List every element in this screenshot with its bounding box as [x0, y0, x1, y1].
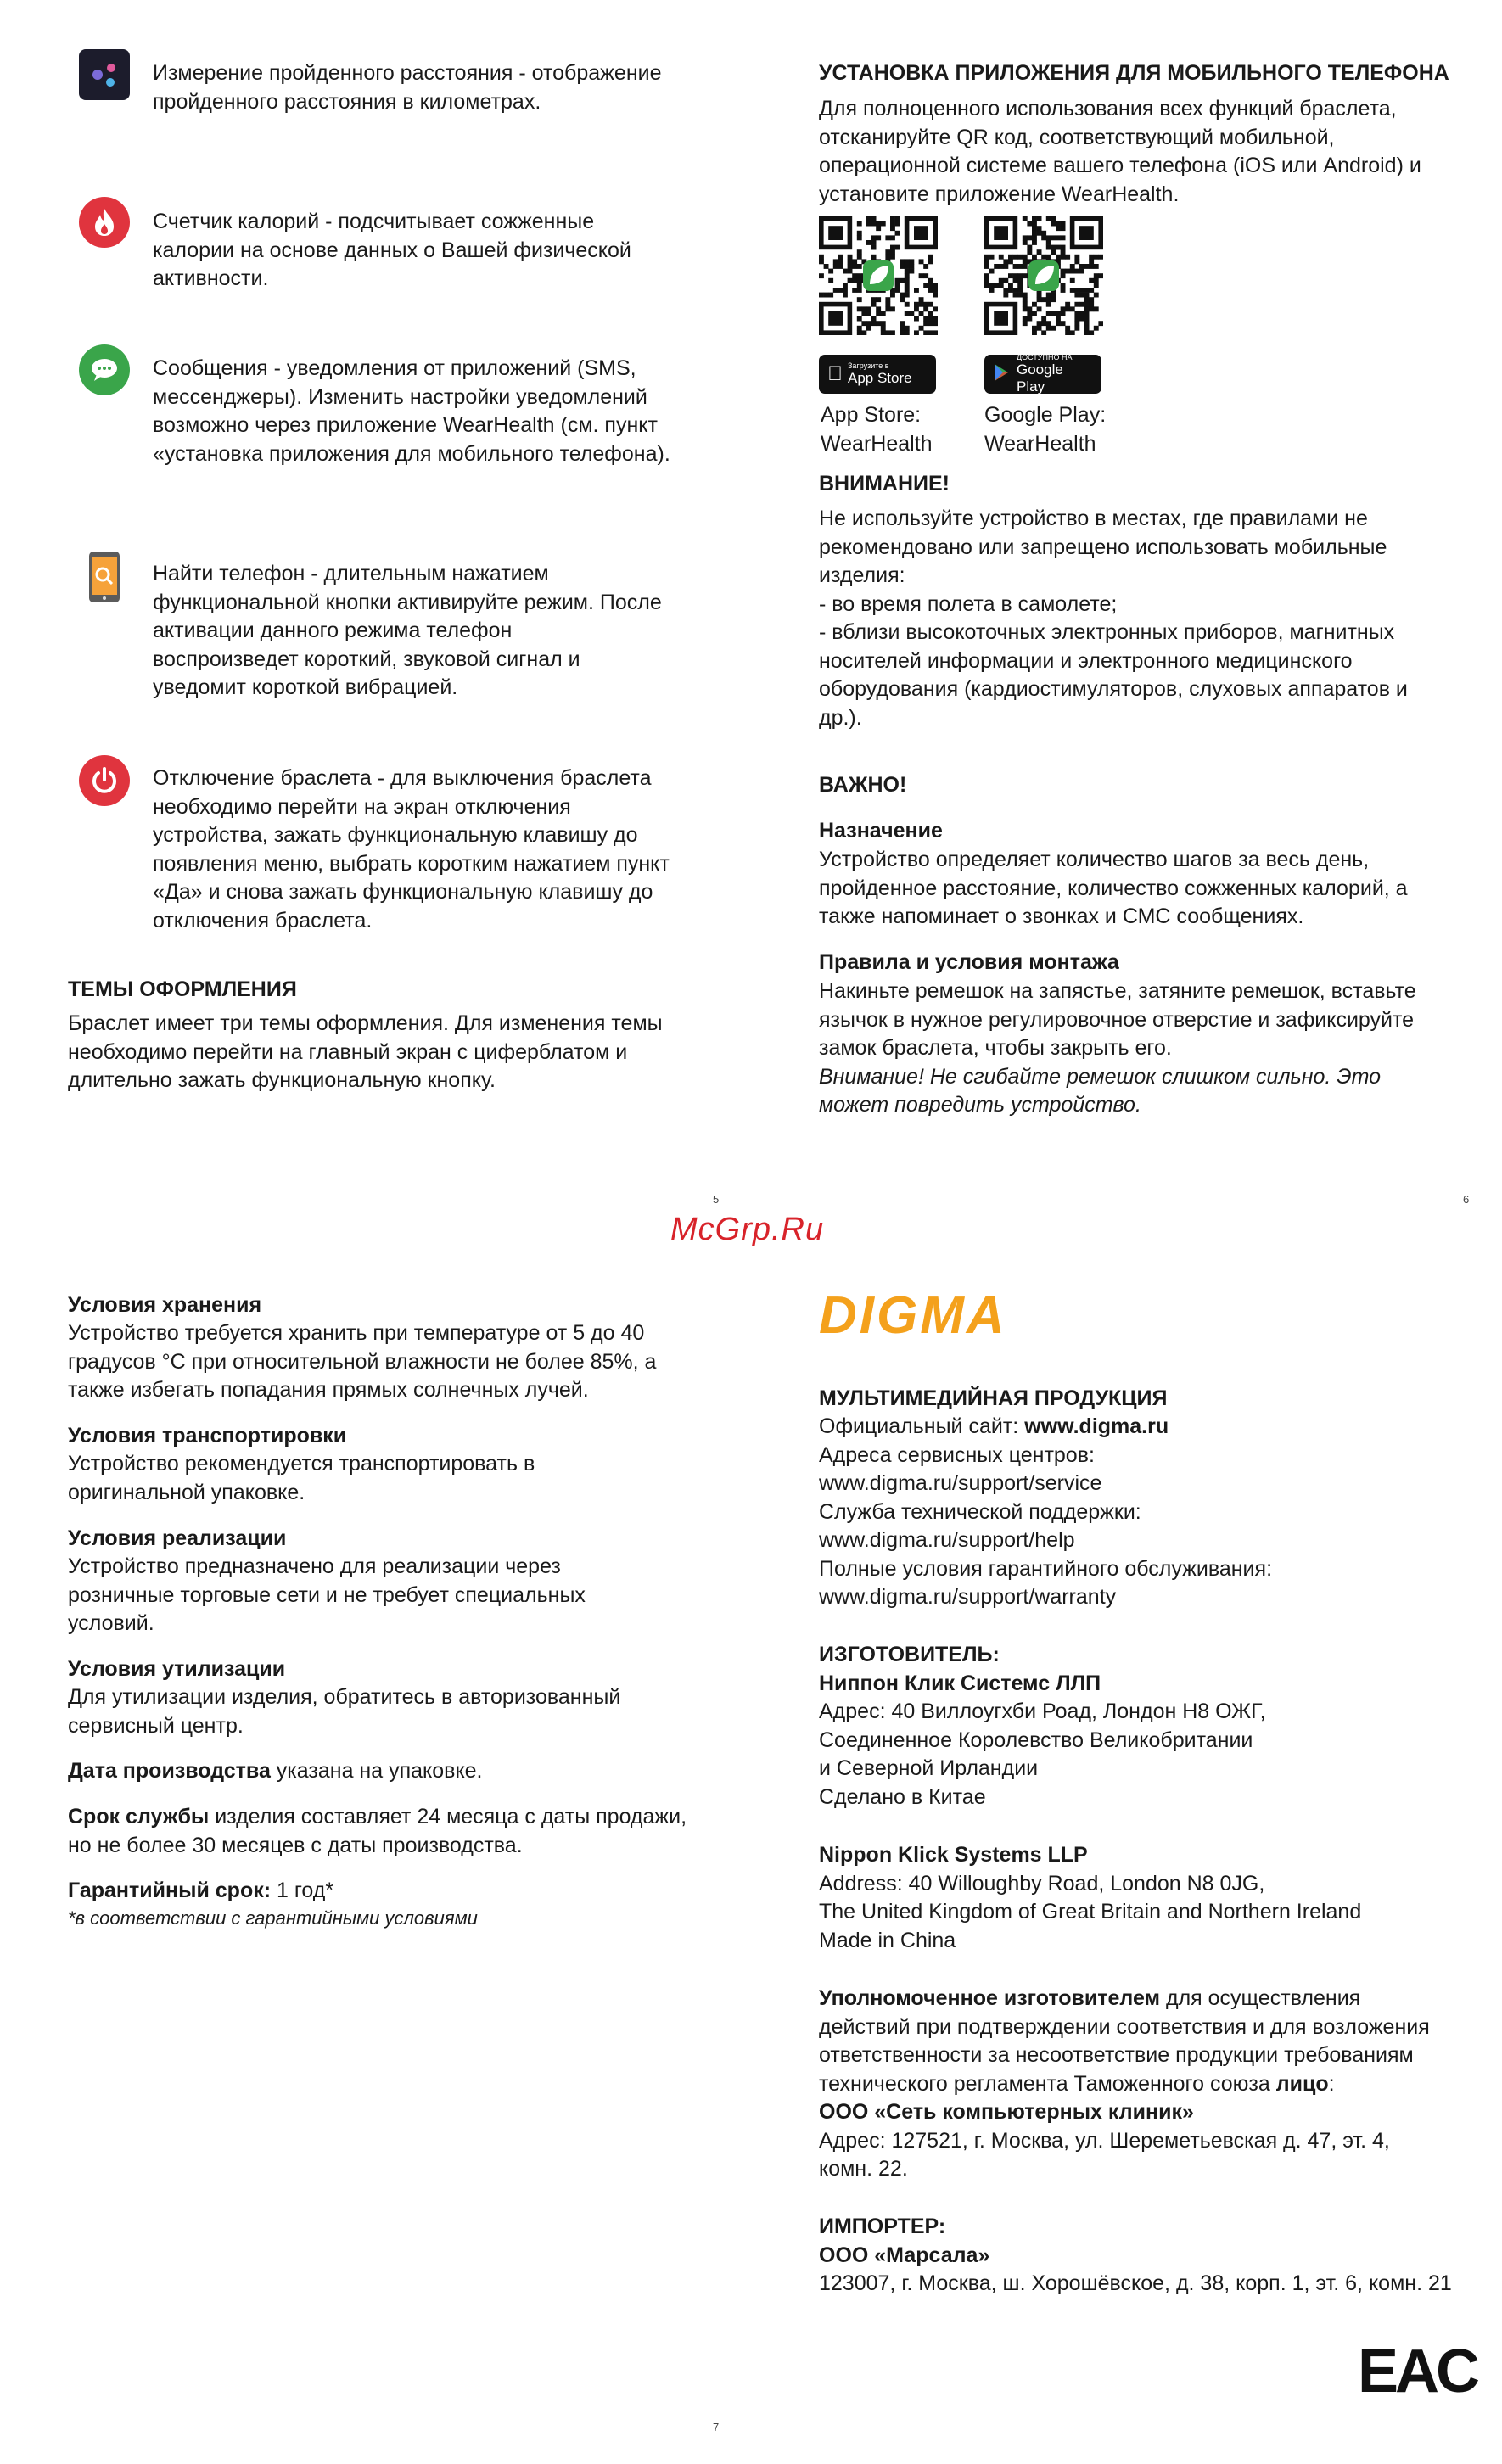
watermark[interactable]: McGrp.Ru — [670, 1212, 825, 1247]
warranty-link[interactable]: www.digma.ru/support/warranty — [819, 1585, 1117, 1609]
page-number-7: 7 — [713, 2421, 720, 2433]
transport-text: Устройство рекомендуется транспортировать в оригинальной упаковке. — [68, 1452, 535, 1504]
mount-title: Правила и условия монтажа — [819, 950, 1119, 974]
page-number-6: 6 — [1463, 1193, 1470, 1206]
disposal-text: Для утилизации изделия, обратитесь в авторизованный сервисный центр. — [68, 1685, 621, 1738]
appstore-caption: App Store: WearHealth — [821, 403, 933, 456]
page-number-5: 5 — [713, 1193, 720, 1206]
attention-block: Не используйте устройство в местах, где правилами не рекомендовано или запрещено использовать мобильные изделия: - во время полета в самолете; - вблизи высокоточных электронных приборов, магнитных носителей информации и электронного медицинского оборудования (кардиостимуляторов, слуховых аппаратов и др.). — [819, 507, 1408, 730]
purpose-text: Устройство определяет количество шагов за весь день, пройденное расстояние, количество сожженных калорий, а также напоминает о звонках и СМС сообщениях. — [819, 848, 1408, 928]
warranty-note: *в соответствии с гарантийными условиями — [68, 1907, 478, 1929]
purpose-title: Назначение — [819, 819, 943, 843]
importer-block: ИМПОРТЕР: ООО «Марсала» 123007, г. Москва, ш. Хорошёвское, д. 38, корп. 1, эт. 6, комн. 21 — [819, 2215, 1452, 2295]
important-title: ВАЖНО! — [819, 773, 907, 797]
mount-text: Накиньте ремешок на запястье, затяните ремешок, вставьте язычок в нужное регулировочное отверстие и зафиксируйте замок браслета, чтобы закрыть его. Внимание! Не сгибайте ремешок слишком сильно. Это может повредить устройство. — [819, 977, 1443, 1120]
production-date: Дата производства указана на упаковке. — [68, 1759, 483, 1783]
eac-mark: EAC — [1358, 2338, 1477, 2405]
feature-calories-text: Счетчик калорий - подсчитывает сожженные калории на основе данных о Вашей физической активности. — [153, 210, 631, 290]
googleplay-badge-big: Google Play — [1017, 361, 1063, 395]
mount-warning: Внимание! Не сгибайте ремешок слишком сильно. Это может повредить устройство. — [819, 1064, 1382, 1117]
multimedia-title: МУЛЬТИМЕДИЙНАЯ ПРОДУКЦИЯ — [819, 1386, 1168, 1410]
calories-flame-icon — [79, 197, 130, 248]
feature-find-phone-text: Найти телефон - длительным нажатием функциональной кнопки активируйте режим. После активации данного режима телефон воспроизведет короткий, звуковой сигнал и уведомит короткой вибрацией. — [153, 562, 662, 699]
messages-icon — [79, 344, 130, 395]
googleplay-badge[interactable] — [984, 355, 1101, 394]
googleplay-qr-code[interactable] — [984, 216, 1103, 335]
digma-logo: DIGMA — [819, 1286, 1007, 1345]
googleplay-caption: Google Play: WearHealth — [984, 403, 1107, 456]
attention-title: ВНИМАНИЕ! — [819, 472, 950, 496]
site-link[interactable]: www.digma.ru — [1024, 1414, 1169, 1438]
feature-distance-text: Измерение пройденного расстояния - отображение пройденного расстояния в километрах. — [153, 61, 662, 114]
maker-en-block: Nippon Klick Systems LLP Address: 40 Willoughby Road, London N8 0JG, The United Kingdom of Great Britain and Northern Ireland Made in China — [819, 1843, 1362, 1952]
sale-title: Условия реализации — [68, 1526, 287, 1550]
themes-title: ТЕМЫ ОФОРМЛЕНИЯ — [68, 977, 297, 1001]
appstore-qr-code[interactable] — [819, 216, 938, 335]
play-triangle-icon — [993, 363, 1010, 386]
googleplay-badge-small: ДОСТУПНО НА — [1017, 353, 1073, 361]
distance-icon — [79, 49, 130, 100]
warranty-period: Гарантийный срок: 1 год* — [68, 1879, 334, 1902]
service-life: Срок службы изделия составляет 24 месяца с даты продажи, но не более 30 месяцев с даты производства. — [68, 1805, 687, 1857]
apple-icon — [827, 362, 843, 386]
themes-text: Браслет имеет три темы оформления. Для изменения темы необходимо перейти на главный экран с циферблатом и длительно зажать функциональную кнопку. — [68, 1011, 663, 1092]
appstore-badge-big: App Store — [832, 370, 897, 386]
feature-messages-text: Сообщения - уведомления от приложений (SMS, мессенджеры). Изменить настройки уведомлений возможно через приложение WearHealth (см. пункт «установка приложения для мобильного телефона). — [153, 356, 670, 466]
maker-ru-block: ИЗГОТОВИТЕЛЬ: Ниппон Клик Системс ЛЛП Адрес: 40 Виллоугхби Роад, Лондон Н8 ОЖГ, Соединенное Королевство Великобритании и Северной Ирландии Сделано в Китае — [819, 1643, 1266, 1809]
authorized-block: Уполномоченное изготовителем для осуществления действий при подтверждении соответствия и для возложения ответственности за несоответствие продукции требованиям технического регламента Таможенного союза лицо: ООО «Сеть компьютерных клиник» Адрес: 127521, г. Москва, ул. Шереметьевская д. 47, эт. 4, комн. 22. — [819, 1986, 1430, 2181]
appstore-badge-small: Загрузите в — [832, 361, 874, 370]
install-title: УСТАНОВКА ПРИЛОЖЕНИЯ ДЛЯ МОБИЛЬНОГО ТЕЛЕФОНА — [819, 61, 1449, 85]
transport-title: Условия транспортировки — [68, 1424, 347, 1448]
storage-text: Устройство требуется хранить при температуре от 5 до 40 градусов °С при относительной влажности не более 85%, а также избегать попадания прямых солнечных лучей. — [68, 1321, 657, 1402]
storage-title: Условия хранения — [68, 1293, 262, 1317]
service-link[interactable]: www.digma.ru/support/service — [819, 1471, 1102, 1495]
install-text: Для полноценного использования всех функций браслета, отсканируйте QR код, соответствующий мобильной, операционной системе вашего телефона (iOS или Android) и установите приложение WearHealth. — [819, 97, 1421, 206]
help-link[interactable]: www.digma.ru/support/help — [819, 1528, 1075, 1552]
contacts-block: Официальный сайт: www.digma.ru Адреса сервисных центров: www.digma.ru/support/service Служба технической поддержки: www.digma.ru/support/help Полные условия гарантийного обслуживания: www.digma.ru/support/warranty — [819, 1413, 1447, 1612]
find-phone-icon — [87, 550, 121, 604]
disposal-title: Условия утилизации — [68, 1657, 286, 1681]
power-icon — [79, 755, 130, 806]
sale-text: Устройство предназначено для реализации через розничные торговые сети и не требует специальных условий. — [68, 1554, 586, 1635]
feature-power-text: Отключение браслета - для выключения браслета необходимо перейти на экран отключения устройства, зажать функциональную клавишу до появления меню, выбрать коротким нажатием пункт «Да» и снова зажать функциональную клавишу до отключения браслета. — [153, 766, 670, 932]
appstore-badge[interactable] — [819, 355, 936, 394]
